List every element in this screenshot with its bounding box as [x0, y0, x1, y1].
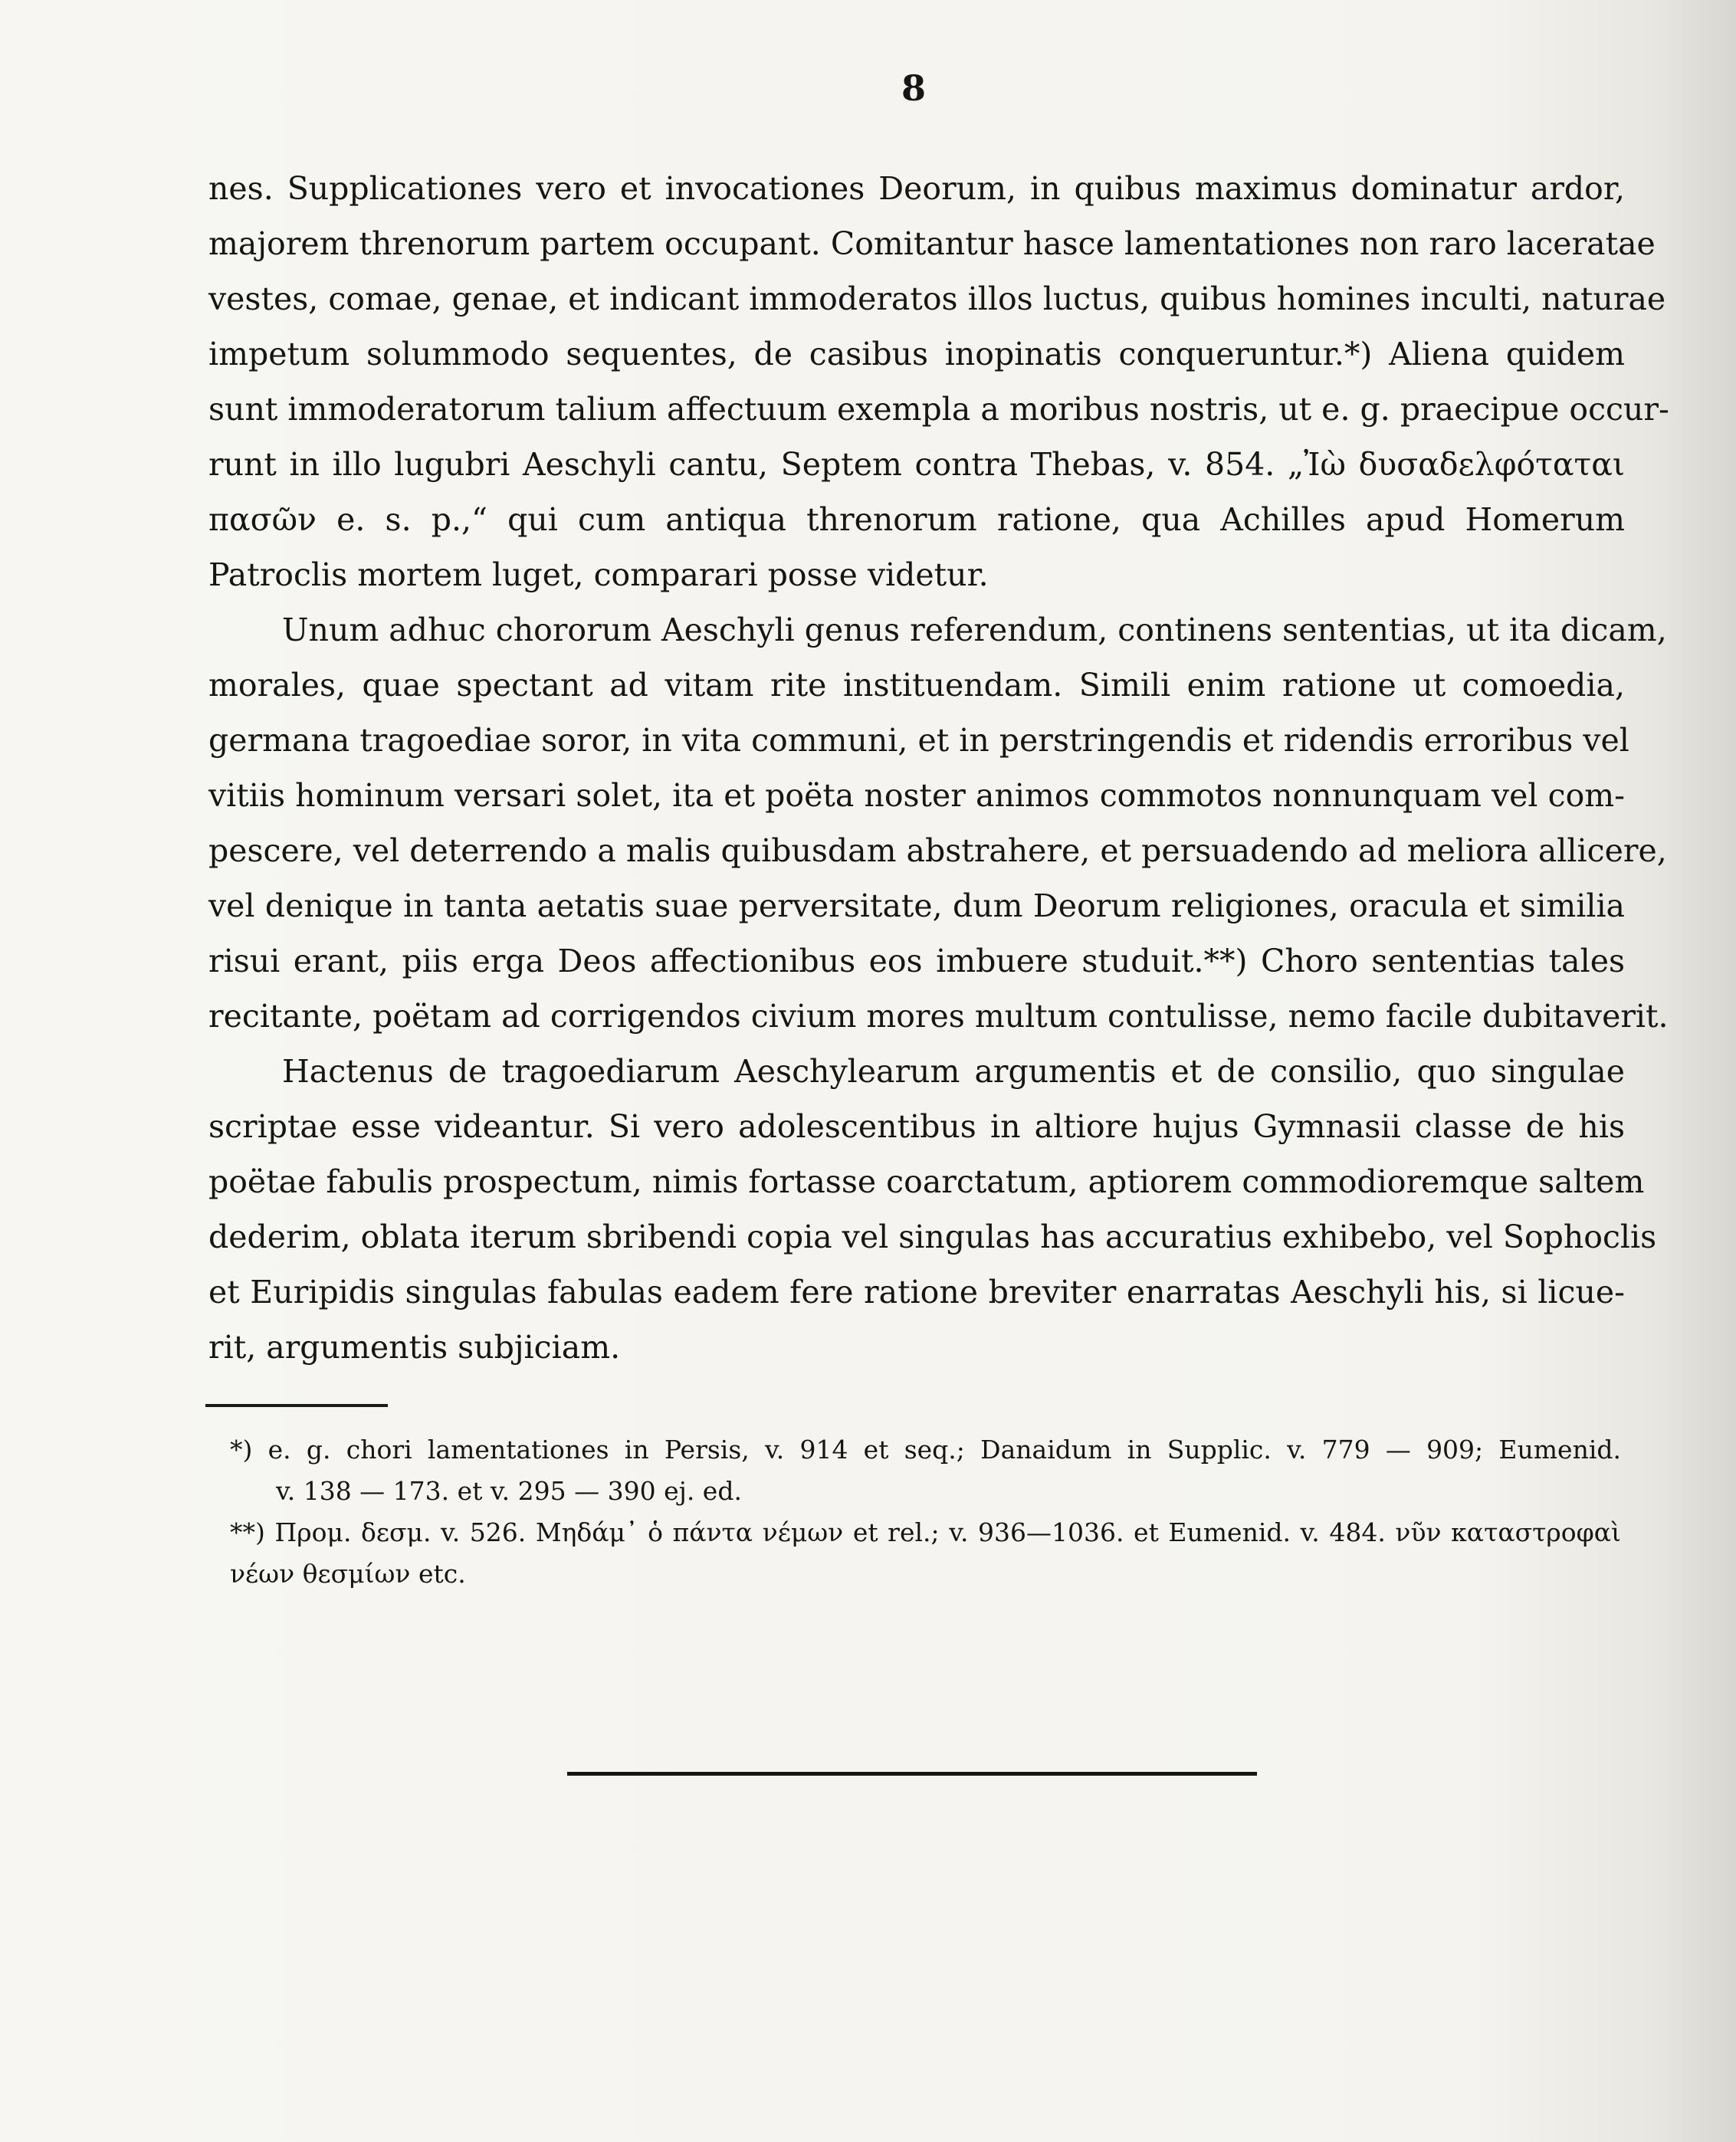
footnotes: [230, 1429, 1621, 1595]
text-line: vitiis hominum versari solet, ita et poëta noster animos commotos nonnunquam vel com-: [208, 777, 1625, 814]
text-line: Patroclis mortem luget, comparari posse videtur.: [208, 556, 989, 593]
text-line: vel denique in tanta aetatis suae perversitate, dum Deorum religiones, oracula et similia: [208, 887, 1625, 924]
text-line: runt in illo lugubri Aeschyli cantu, Septem contra Thebas, v. 854. „Ἰὼ δυσαδελφόταται πασῶν e. s. p.,“ qui cum antiqua threnorum ratione, qua Achilles apud Homerum: [208, 446, 1625, 538]
text-line: recitante, poëtam ad corrigendos civium mores multum contulisse, nemo facile dubitaverit.: [208, 998, 1669, 1035]
text-line: vestes, comae, genae, et indicant immoderatos illos luctus, quibus homines inculti, naturae: [208, 280, 1666, 317]
text-line: et Euripidis singulas fabulas eadem fere ratione breviter enarratas Aeschyli his, si licue-: [208, 1274, 1625, 1310]
text-line: poëtae fabulis prospectum, nimis fortasse coarctatum, aptiorem commodioremque saltem: [208, 1163, 1645, 1200]
footnote-line: **) Προμ. δεσμ. v. 526. Μηδάμ᾿ ὁ πάντα νέμων et rel.; v. 936—1036. et Eumenid. v. 484. νῦν καταστροφαὶ νέων θεσμίων etc.: [230, 1517, 1621, 1589]
page-number: 8: [901, 67, 927, 109]
text-line: scriptae esse videantur. Si vero adolescentibus in altiore hujus Gymnasii classe de his: [208, 1108, 1625, 1145]
text-line: majorem threnorum partem occupant. Comitantur hasce lamentationes non raro laceratae: [208, 225, 1656, 262]
text-line: nes. Supplicationes vero et invocationes Deorum, in quibus maximus dominatur ardor,: [208, 170, 1625, 207]
footnote: [230, 1512, 1621, 1595]
text-line: sunt immoderatorum talium affectuum exempla a moribus nostris, ut e. g. praecipue occur-: [208, 391, 1669, 428]
footnote-line: *) e. g. chori lamentationes in Persis, v. 914 et seq.; Danaidum in Supplic. v. 779 — 909; Eumenid.: [230, 1435, 1621, 1465]
text-line: rit, argumentis subjiciam.: [208, 1329, 621, 1366]
body-text: [208, 161, 1669, 1375]
text-line: pescere, vel deterrendo a malis quibusdam abstrahere, et persuadendo ad meliora allicere,: [208, 832, 1667, 869]
text-line: risui erant, piis erga Deos affectionibus eos imbuere studuit.**) Choro sententias tales: [208, 943, 1625, 979]
text-line: Unum adhuc chororum Aeschyli genus referendum, continens sententias, ut ita dicam,: [282, 612, 1667, 648]
footnote: [230, 1429, 1621, 1512]
footnote-separator-rule: [205, 1404, 388, 1407]
paragraph: [208, 602, 1669, 1044]
paragraph: [208, 161, 1669, 602]
text-line: germana tragoediae soror, in vita communi, et in perstringendis et ridendis erroribus vel: [208, 722, 1629, 759]
text-line: morales, quae spectant ad vitam rite instituendam. Simili enim ratione ut comoedia,: [208, 667, 1625, 704]
text-line: impetum solummodo sequentes, de casibus inopinatis conqueruntur.*) Aliena quidem: [208, 336, 1625, 372]
footnote-line: v. 138 — 173. et v. 295 — 390 ej. ed.: [276, 1476, 742, 1506]
paragraph: [208, 1044, 1657, 1375]
text-line: dederim, oblata iterum sbribendi copia vel singulas has accuratius exhibebo, vel Sophoclis: [208, 1219, 1657, 1255]
text-line: Hactenus de tragoediarum Aeschylearum argumentis et de consilio, quo singulae: [282, 1053, 1625, 1090]
end-of-text-rule: [567, 1772, 1257, 1776]
